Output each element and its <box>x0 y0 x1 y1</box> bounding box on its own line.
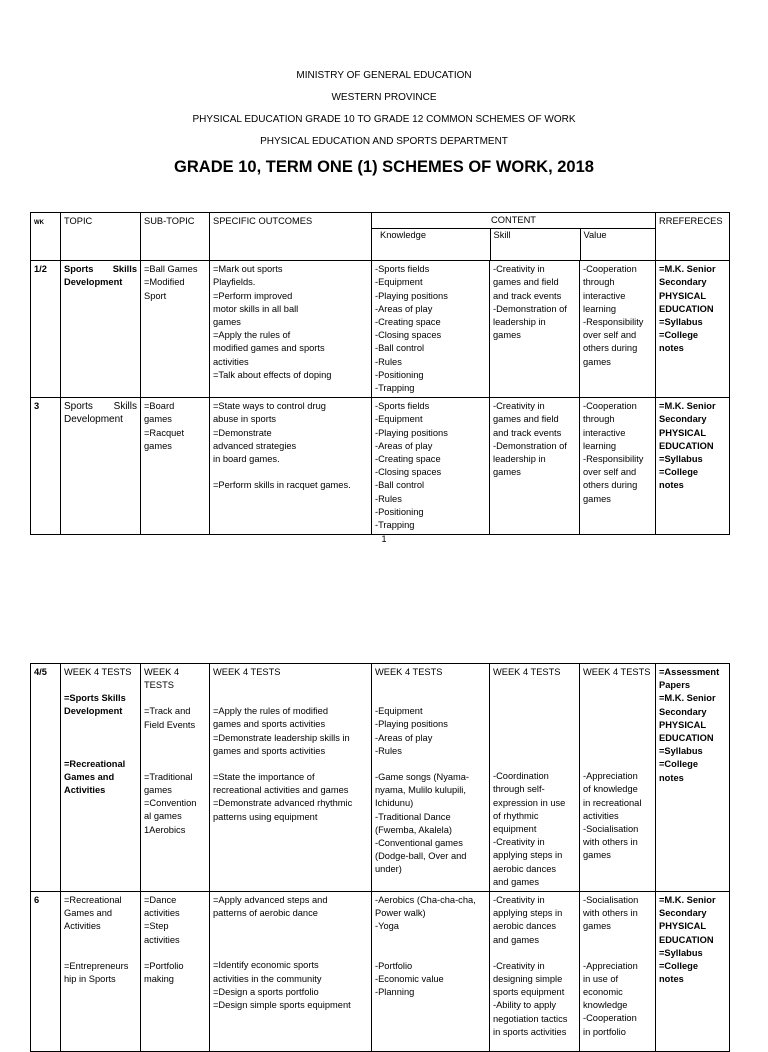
outcomes-cell-line: advanced strategies <box>213 440 297 451</box>
knowledge-cell <box>372 664 490 892</box>
outcomes-cell-line: =Apply advanced steps and <box>213 895 328 906</box>
skill-cell-line: games <box>493 330 521 341</box>
knowledge-cell-line: -Traditional Dance <box>375 811 451 822</box>
outcomes-cell <box>210 664 372 892</box>
knowledge-cell-line: -Closing spaces <box>375 330 442 341</box>
week-cell <box>31 261 61 398</box>
value-cell <box>580 398 656 535</box>
references-cell-line: notes <box>659 480 684 491</box>
knowledge-cell-line: -Closing spaces <box>375 467 442 478</box>
topic-cell-line <box>64 745 137 758</box>
topic-cell-line <box>64 719 137 732</box>
knowledge-cell-line: -Equipment <box>375 277 423 288</box>
outcomes-cell-line <box>213 933 368 946</box>
outcomes-cell-line: =Demonstrate advanced rhythmic <box>213 798 353 809</box>
knowledge-cell-line: nyama, Mulilo kulupili, <box>375 785 466 796</box>
topic-cell-line: =Sports Skills <box>64 693 126 704</box>
skill-cell-line <box>493 744 576 757</box>
value-cell-line <box>583 934 652 947</box>
subtopic-cell-line: =Board <box>144 401 175 412</box>
skill-cell-line: negotiation tactics <box>493 1013 568 1024</box>
knowledge-cell-line: -Trapping <box>375 520 415 531</box>
references-cell-line: PHYSICAL <box>659 921 707 932</box>
subtopic-cell-line: Field Events <box>144 719 196 730</box>
outcomes-cell-line <box>213 692 368 705</box>
skill-cell-line: and track events <box>493 427 562 438</box>
knowledge-cell-line: -Positioning <box>375 369 424 380</box>
value-cell-line: games <box>583 356 611 367</box>
knowledge-cell-line: -Portfolio <box>375 960 413 971</box>
knowledge-cell-line: -Equipment <box>375 706 423 717</box>
value-cell-line <box>583 692 652 705</box>
outcomes-cell-line: =Perform improved <box>213 290 293 301</box>
outcomes-cell-line: recreational activities and games <box>213 785 349 796</box>
value-cell-line: -Appreciation <box>583 960 638 971</box>
value-cell-line: others during <box>583 343 638 354</box>
references-cell-line: =College <box>659 961 699 972</box>
references-cell-line: Secondary <box>659 908 707 919</box>
subtopic-cell-line: =Convention <box>144 798 197 809</box>
knowledge-cell-line: -Rules <box>375 493 402 504</box>
skill-cell-line: leadership in <box>493 317 546 328</box>
knowledge-cell-line: -Playing positions <box>375 427 448 438</box>
knowledge-cell <box>372 398 490 535</box>
skill-cell-line: applying steps in <box>493 850 563 861</box>
topic-cell-line: =Entrepreneurs <box>64 960 129 971</box>
skill-cell-line: games and field <box>493 414 559 425</box>
outcomes-cell-line: WEEK 4 TESTS <box>213 667 281 677</box>
outcomes-cell-line: =Design simple sports equipment <box>213 1000 351 1011</box>
topic-cell-line: Activities <box>64 785 106 796</box>
skill-cell-line: WEEK 4 TESTS <box>493 667 561 677</box>
subtopic-cell-line <box>144 947 206 960</box>
knowledge-cell-line: -Equipment <box>375 414 423 425</box>
value-cell-line: -Responsibility <box>583 454 644 465</box>
references-cell-line: =M.K. Senior <box>659 895 716 906</box>
value-cell-line: interactive <box>583 290 626 301</box>
ministry-heading: MINISTRY OF GENERAL EDUCATION <box>296 70 472 81</box>
header-topic: TOPIC <box>61 213 141 261</box>
value-cell <box>580 261 656 398</box>
outcomes-cell-line <box>213 679 368 692</box>
skill-cell-line: and games <box>493 934 539 945</box>
skill-cell-line: -Creativity in <box>493 837 545 848</box>
skill-cell-line: -Creativity in <box>493 895 545 906</box>
topic-text: Sports Skills Development <box>64 401 137 426</box>
week-cell-line: 6 <box>34 895 40 906</box>
skill-cell-line: expression in use <box>493 797 566 808</box>
subtopic-cell-line <box>144 692 206 705</box>
outcomes-cell-line: =Apply the rules of modified <box>213 706 328 717</box>
references-cell <box>656 398 730 535</box>
references-cell-line: PHYSICAL <box>659 290 707 301</box>
skill-cell-line: applying steps in <box>493 908 563 919</box>
knowledge-cell-line <box>375 679 486 692</box>
references-cell-line: EDUCATION <box>659 934 714 945</box>
department-heading: PHYSICAL EDUCATION AND SPORTS DEPARTMENT <box>260 136 508 147</box>
outcomes-cell-line <box>213 946 368 959</box>
subtopic-cell-line: Sport <box>144 290 167 301</box>
topic-cell-line: Games and <box>64 771 115 782</box>
references-cell-line: notes <box>659 343 684 354</box>
topic-cell-line: hip in Sports <box>64 973 116 984</box>
knowledge-cell-line: -Areas of play <box>375 440 433 451</box>
knowledge-cell-line: -Creating space <box>375 454 441 465</box>
outcomes-cell-line: Playfields. <box>213 277 256 288</box>
skill-cell-line: -Coordination <box>493 771 549 782</box>
knowledge-cell-line: -Ball control <box>375 480 425 491</box>
outcomes-cell-line: =Talk about effects of doping <box>213 369 332 380</box>
schemes-table-page-2 <box>30 663 730 1052</box>
skill-cell-line: and games <box>493 876 539 887</box>
content-label: CONTENT <box>372 213 655 229</box>
skill-cell-line: -Creativity in <box>493 401 545 412</box>
references-cell-line: =Syllabus <box>659 746 703 757</box>
value-cell-line: -Cooperation <box>583 1013 637 1024</box>
outcomes-cell-line: =Apply the rules of <box>213 330 291 341</box>
value-cell-line: of knowledge <box>583 784 638 795</box>
references-cell-line: Secondary <box>659 277 707 288</box>
subtopic-cell-line: WEEK 4 <box>144 667 180 677</box>
week-cell <box>31 664 61 892</box>
subtopic-cell-line <box>144 745 206 758</box>
subtopic-cell <box>141 892 210 1052</box>
value-cell-line: learning <box>583 440 617 451</box>
value-cell-line <box>583 947 652 960</box>
knowledge-cell-line: -Rules <box>375 356 402 367</box>
value-cell-line: knowledge <box>583 1000 628 1011</box>
week-cell <box>31 398 61 535</box>
knowledge-cell-line: -Ball control <box>375 343 425 354</box>
references-cell-line: =Syllabus <box>659 454 703 465</box>
references-cell-line: =College <box>659 759 699 770</box>
knowledge-cell-line: Ichidunu) <box>375 798 414 809</box>
outcomes-cell-line: =State the importance of <box>213 772 315 783</box>
outcomes-cell-line: games and sports activities <box>213 745 326 756</box>
knowledge-cell-line <box>375 934 486 947</box>
references-cell <box>656 892 730 1052</box>
references-cell-line: =M.K. Senior <box>659 401 716 412</box>
table-row <box>31 892 730 1052</box>
value-cell-line <box>583 744 652 757</box>
outcomes-cell-line: =Demonstrate <box>213 427 272 438</box>
skill-cell-line: leadership in <box>493 454 546 465</box>
value-cell-line: -Cooperation <box>583 264 637 275</box>
knowledge-cell-line: -Economic value <box>375 973 444 984</box>
header-value: Value <box>580 229 656 260</box>
references-cell-line: Papers <box>659 680 691 691</box>
value-cell-line <box>583 705 652 718</box>
subtopic-cell <box>141 261 210 398</box>
value-cell-line: games <box>583 493 611 504</box>
value-cell-line: WEEK 4 TESTS <box>583 667 651 677</box>
subtopic-cell-line: =Portfolio <box>144 960 184 971</box>
week-cell-line: 3 <box>34 401 40 412</box>
value-cell-line: in recreational <box>583 797 642 808</box>
value-cell-line: in portfolio <box>583 1026 626 1037</box>
subtopic-cell <box>141 398 210 535</box>
references-cell-line: notes <box>659 974 684 985</box>
knowledge-cell-line <box>375 758 486 771</box>
skill-cell-line <box>493 947 576 960</box>
value-cell <box>580 892 656 1052</box>
knowledge-cell-line: -Positioning <box>375 506 424 517</box>
skill-cell-line: -Demonstration of <box>493 440 567 451</box>
header-outcomes: SPECIFIC OUTCOMES <box>210 213 372 261</box>
topic-cell-line: =Recreational <box>64 895 122 906</box>
references-cell-line: =M.K. Senior <box>659 693 716 704</box>
subtopic-cell-line: =Step <box>144 921 169 932</box>
value-cell-line: through <box>583 277 615 288</box>
header-subtopic: SUB-TOPIC <box>141 213 210 261</box>
knowledge-cell-line: -Yoga <box>375 921 399 932</box>
outcomes-cell-line <box>213 466 368 479</box>
value-cell-line: -Socialisation <box>583 895 639 906</box>
subtopic-cell-line: =Dance <box>144 895 177 906</box>
skill-cell <box>490 261 580 398</box>
province-heading: WESTERN PROVINCE <box>331 92 437 103</box>
outcomes-cell-line: abuse in sports <box>213 414 277 425</box>
knowledge-cell-line <box>375 947 486 960</box>
skill-cell-line: -Creativity in <box>493 264 545 275</box>
outcomes-cell-line: games and sports activities <box>213 719 326 730</box>
knowledge-cell-line: -Rules <box>375 745 402 756</box>
outcomes-cell-line <box>213 920 368 933</box>
topic-cell-line: Development <box>64 706 123 717</box>
references-cell <box>656 664 730 892</box>
knowledge-cell-line: -Playing positions <box>375 290 448 301</box>
outcomes-cell-line: activities <box>213 356 249 367</box>
week-cell-line: 1/2 <box>34 264 47 275</box>
subtopic-cell-line: games <box>144 440 172 451</box>
value-cell-line: over self and <box>583 330 637 341</box>
skill-cell-line: -Ability to apply <box>493 1000 557 1011</box>
outcomes-cell <box>210 892 372 1052</box>
value-cell-line <box>583 718 652 731</box>
skill-cell-line <box>493 692 576 705</box>
value-cell-line: games <box>583 850 611 861</box>
skill-cell <box>490 664 580 892</box>
outcomes-cell-line: patterns using equipment <box>213 811 318 822</box>
skill-cell-line: -Demonstration of <box>493 303 567 314</box>
week-cell <box>31 892 61 1052</box>
subtopic-cell-line: activities <box>144 908 180 919</box>
skill-cell-line: aerobic dances <box>493 863 557 874</box>
knowledge-cell-line: -Planning <box>375 987 415 998</box>
value-cell-line: with others in <box>583 837 638 848</box>
knowledge-cell-line: -Sports fields <box>375 401 430 412</box>
subtopic-cell-line: games <box>144 414 172 425</box>
topic-cell-line: =Recreational <box>64 758 126 769</box>
knowledge-cell-line: -Trapping <box>375 383 415 394</box>
outcomes-cell-line <box>213 758 368 771</box>
references-cell-line: =M.K. Senior <box>659 264 716 275</box>
references-cell-line: EDUCATION <box>659 733 714 744</box>
value-cell-line: with others in <box>583 908 638 919</box>
topic-cell <box>61 398 141 535</box>
knowledge-cell-line: -Sports fields <box>375 264 430 275</box>
value-cell-line: -Cooperation <box>583 401 637 412</box>
references-cell-line: =College <box>659 330 699 341</box>
outcomes-cell-line: =Identify economic sports <box>213 960 319 971</box>
topic-cell-line <box>64 934 137 947</box>
references-cell-line: =Syllabus <box>659 317 703 328</box>
subtopic-cell-line: 1Aerobics <box>144 824 186 835</box>
knowledge-cell-line: -Game songs (Nyama- <box>375 772 470 783</box>
value-cell-line: others during <box>583 480 638 491</box>
value-cell-line: learning <box>583 303 617 314</box>
skill-cell-line <box>493 705 576 718</box>
skill-cell-line: through self- <box>493 784 545 795</box>
references-cell-line: notes <box>659 772 684 783</box>
value-cell-line: in use of <box>583 973 619 984</box>
skill-cell-line: and track events <box>493 290 562 301</box>
outcomes-cell <box>210 261 372 398</box>
references-cell-line: Secondary <box>659 706 707 717</box>
header-skill: Skill <box>490 229 580 260</box>
subtopic-cell-line: TESTS <box>144 680 174 691</box>
skill-cell-line: in sports activities <box>493 1026 567 1037</box>
topic-cell <box>61 261 141 398</box>
outcomes-cell-line: =Mark out sports <box>213 264 283 275</box>
references-cell-line: EDUCATION <box>659 303 714 314</box>
value-cell-line: through <box>583 414 615 425</box>
value-cell-line: games <box>583 921 611 932</box>
scheme-heading: PHYSICAL EDUCATION GRADE 10 TO GRADE 12 COMMON SCHEMES OF WORK <box>192 114 576 125</box>
subtopic-cell <box>141 664 210 892</box>
subtopic-cell-line: =Ball Games <box>144 264 198 275</box>
topic-cell-line <box>64 679 137 692</box>
knowledge-cell-line: -Conventional games <box>375 838 463 849</box>
value-cell-line <box>583 731 652 744</box>
subtopic-cell-line: al games <box>144 811 182 822</box>
skill-cell-line: games <box>493 467 521 478</box>
references-cell-line: PHYSICAL <box>659 719 707 730</box>
knowledge-cell-line: (Fwemba, Akalela) <box>375 824 452 835</box>
outcomes-cell-line: games <box>213 317 241 328</box>
skill-cell-line: -Creativity in <box>493 960 545 971</box>
outcomes-cell <box>210 398 372 535</box>
value-cell-line: -Socialisation <box>583 824 639 835</box>
skill-cell-line: of rhythmic <box>493 810 539 821</box>
skill-cell-line: games and field <box>493 277 559 288</box>
references-cell-line: PHYSICAL <box>659 427 707 438</box>
subtopic-cell-line: games <box>144 785 172 796</box>
header-references: RREFERECES <box>656 213 730 261</box>
header-content <box>372 213 656 261</box>
knowledge-cell-line: -Areas of play <box>375 732 433 743</box>
table-row <box>31 664 730 892</box>
outcomes-cell-line: =Demonstrate leadership skills in <box>213 732 350 743</box>
outcomes-cell-line: in board games. <box>213 454 280 465</box>
skill-cell-line: aerobic dances <box>493 921 557 932</box>
topic-cell-line <box>64 732 137 745</box>
subtopic-cell-line <box>144 732 206 745</box>
references-cell <box>656 261 730 398</box>
skill-cell-line: equipment <box>493 824 537 835</box>
outcomes-cell-line: activities in the community <box>213 973 322 984</box>
skill-cell <box>490 398 580 535</box>
references-cell-line: =Assessment <box>659 667 720 677</box>
skill-cell-line: sports equipment <box>493 987 565 998</box>
subtopic-cell-line: =Racquet <box>144 427 185 438</box>
skill-cell-line <box>493 757 576 770</box>
skill-cell-line <box>493 731 576 744</box>
subtopic-cell-line <box>144 758 206 771</box>
outcomes-cell-line: modified games and sports <box>213 343 325 354</box>
subtopic-cell-line: =Modified <box>144 277 185 288</box>
references-cell-line: =College <box>659 467 699 478</box>
knowledge-cell-line <box>375 692 486 705</box>
knowledge-cell-line: -Playing positions <box>375 719 448 730</box>
header-knowledge: Knowledge <box>380 230 427 241</box>
table-row <box>31 398 730 535</box>
subtopic-cell-line: =Traditional <box>144 771 193 782</box>
knowledge-cell <box>372 892 490 1052</box>
topic-cell <box>61 664 141 892</box>
topic-cell-line: WEEK 4 TESTS <box>64 667 132 677</box>
value-cell-line: -Appreciation <box>583 771 638 782</box>
value-cell-line: activities <box>583 810 619 821</box>
skill-cell-line <box>493 679 576 692</box>
outcomes-cell-line: motor skills in all ball <box>213 303 299 314</box>
skill-cell-line: designing simple <box>493 974 563 985</box>
value-cell-line: over self and <box>583 467 637 478</box>
knowledge-cell-line: under) <box>375 864 402 875</box>
value-cell-line <box>583 679 652 692</box>
outcomes-cell-line: =State ways to control drug <box>213 401 326 412</box>
subtopic-cell-line: =Track and <box>144 706 191 717</box>
knowledge-cell-line: (Dodge-ball, Over and <box>375 851 467 862</box>
skill-cell-line <box>493 718 576 731</box>
value-cell-line: economic <box>583 987 623 998</box>
knowledge-cell <box>372 261 490 398</box>
knowledge-cell-line: -Aerobics (Cha-cha-cha, <box>375 895 476 906</box>
skill-cell <box>490 892 580 1052</box>
header-wk: WK <box>31 213 61 261</box>
outcomes-cell-line: patterns of aerobic dance <box>213 908 318 919</box>
topic-cell-line: Activities <box>64 921 101 932</box>
knowledge-cell-line: -Areas of play <box>375 303 433 314</box>
table-row <box>31 261 730 398</box>
outcomes-cell-line: =Perform skills in racquet games. <box>213 480 351 491</box>
value-cell-line: -Responsibility <box>583 317 644 328</box>
document-title: GRADE 10, TERM ONE (1) SCHEMES OF WORK, 2018 <box>174 158 594 176</box>
topic-cell-line: Games and <box>64 908 113 919</box>
topic-text: Sports Skills Development <box>64 264 137 288</box>
value-cell-line: interactive <box>583 427 626 438</box>
value-cell <box>580 664 656 892</box>
page-number: 1 <box>381 534 387 544</box>
knowledge-cell-line: -Creating space <box>375 317 441 328</box>
references-cell-line: Secondary <box>659 414 707 425</box>
subtopic-cell-line: activities <box>144 934 180 945</box>
knowledge-cell-line: WEEK 4 TESTS <box>375 667 443 677</box>
topic-cell <box>61 892 141 1052</box>
value-cell-line <box>583 757 652 770</box>
schemes-table-page-1 <box>30 212 730 535</box>
subtopic-cell-line: making <box>144 974 174 985</box>
knowledge-cell-line: Power walk) <box>375 908 426 919</box>
week-cell-line: 4/5 <box>34 667 47 677</box>
references-cell-line: =Syllabus <box>659 947 703 958</box>
outcomes-cell-line: =Design a sports portfolio <box>213 986 319 997</box>
topic-cell-line <box>64 947 137 960</box>
references-cell-line: EDUCATION <box>659 440 714 451</box>
